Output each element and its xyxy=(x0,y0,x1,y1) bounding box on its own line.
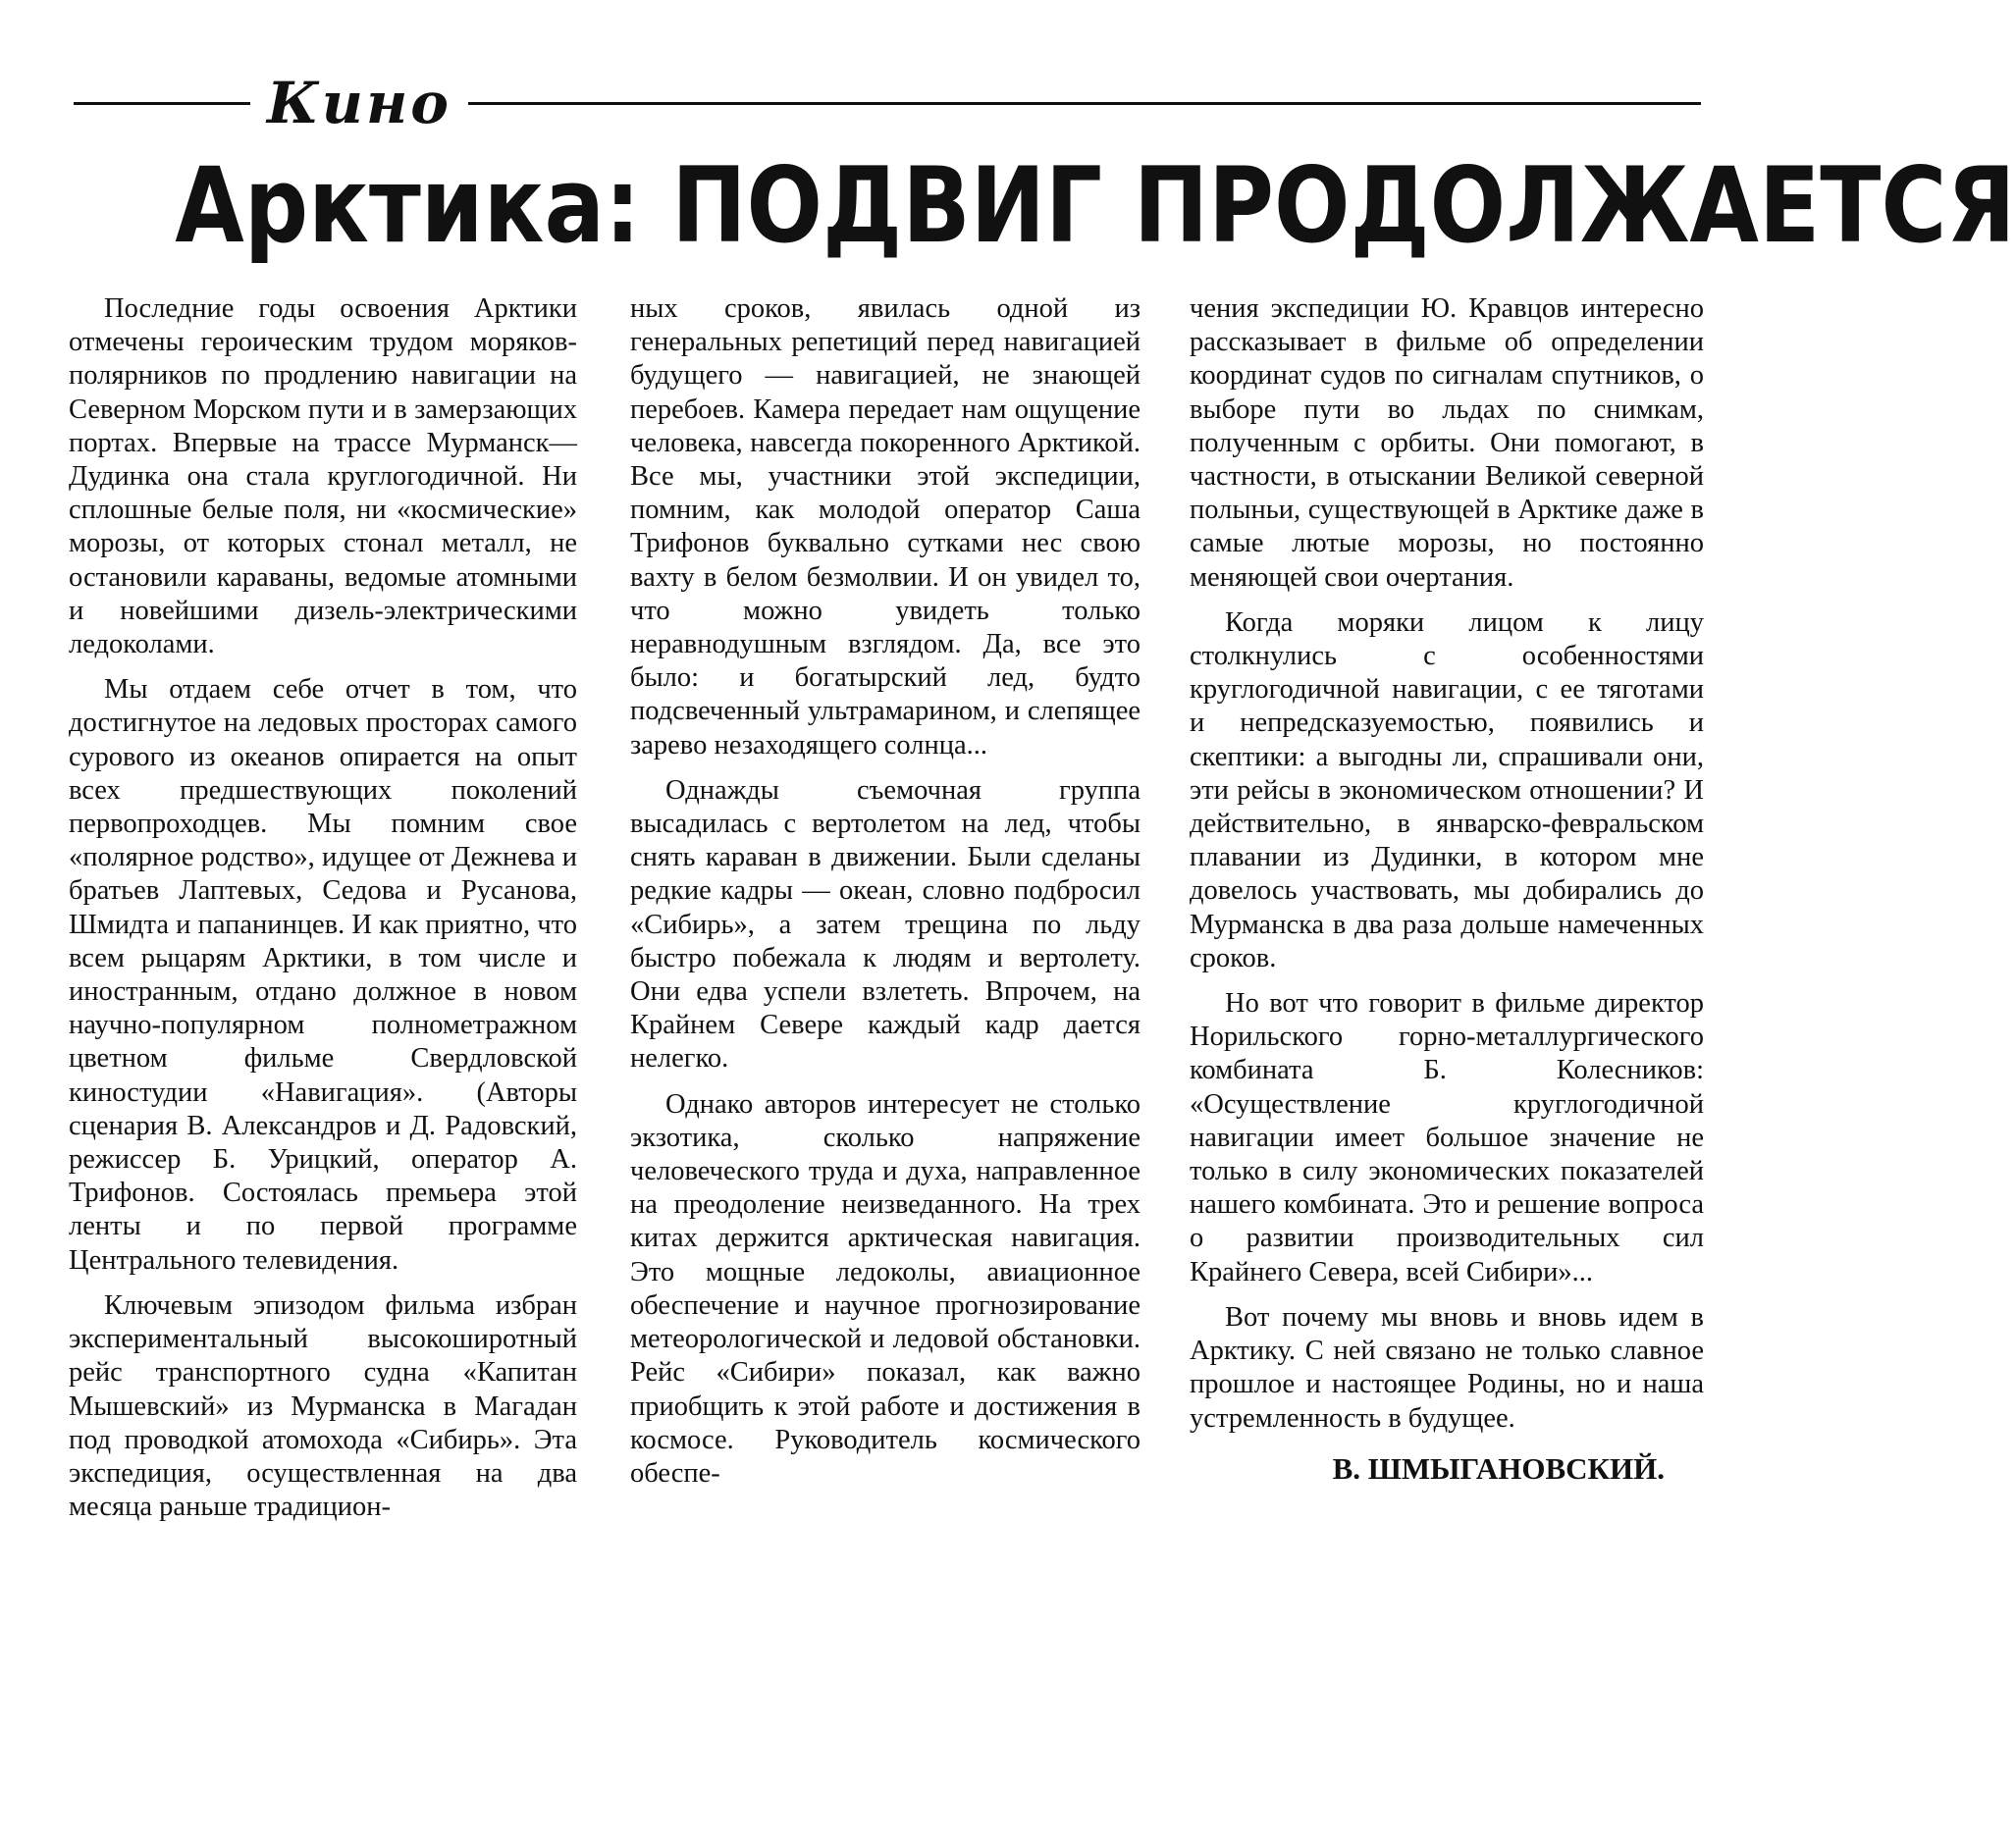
article-column-2 xyxy=(630,292,1141,1743)
paragraph: Ключевым эпизодом фильма избран экспериментальный высокоширотный рейс транспортного судна «Капитан Мышевский» из Мурманска в Магадан под проводкой атомохода «Сибирь». Эта экспедиция, осуществленная на два месяца раньше традицион- xyxy=(69,1289,577,1523)
paragraph: ных сроков, явилась одной из генеральных репетиций перед навигацией будущего — навигацией, не знающей перебоев. Камера передает нам ощущение человека, навсегда покоренного Арктикой. Все мы, участники этой экспедиции, помним, как молодой оператор Саша Трифонов буквально сутками нес свою вахту в белом безмолвии. И он увидел то, что можно увидеть только неравнодушным взглядом. Да, все это было: и богатырский лед, будто подсвеченный ультрамарином, и слепящее зарево незаходящего солнца... xyxy=(630,293,1141,761)
paragraph: Но вот что говорит в фильме директор Норильского горно-металлургического комбината Б. Колесников: «Осуществление круглогодичной навигации имеет большое значение не только в силу экономических показателей нашего комбината. Это и решение вопроса о развитии производительных сил Крайнего Севера, всей Сибири»... xyxy=(1190,988,1704,1287)
rubric-row xyxy=(74,69,1701,137)
paragraph: чения экспедиции Ю. Кравцов интересно рассказывает в фильме об определении координат судов по сигналам спутников, о выборе пути во льдах по снимкам, полученным с орбиты. Они помогают, в частности, в отыскании Великой северной полыньи, существующей в Арктике даже в самые лютые морозы, но постоянно меняющей свои очертания. xyxy=(1190,293,1704,593)
paragraph: Последние годы освоения Арктики отмечены героическим трудом моряков-полярников по продлению навигации на Северном Морском пути и в замерзающих портах. Впервые на трассе Мурманск—Дудинка она стала круглогодичной. Ни сплошные белые поля, ни «космические» морозы, от которых стонал металл, не остановили караваны, ведомые атомными и новейшими дизель-электрическими ледоколами. xyxy=(69,293,577,660)
rubric-rule-left xyxy=(74,102,250,105)
rubric-rule-right xyxy=(468,102,1701,105)
rubric-label: Кино xyxy=(267,70,451,136)
paragraph: Когда моряки лицом к лицу столкнулись с особенностями круглогодичной навигации, с ее тяготами и непредсказуемостью, появились и скептики: а выгодны ли, спрашивали они, эти рейсы в экономическом отношении? И действительно, в январско-февральском плавании из Дудинки, в котором мне довелось участвовать, мы добирались до Мурманска в два раза дольше намеченных сроков. xyxy=(1190,606,1704,973)
paragraph: Однажды съемочная группа высадилась с вертолетом на лед, чтобы снять караван в движении. Были сделаны редкие кадры — океан, словно подбросил «Сибирь», а затем трещина по льду быстро побежала к людям и вертолету. Они едва успели взлететь. Впрочем, на Крайнем Севере каждый кадр дается нелегко. xyxy=(630,774,1141,1075)
article-column-3 xyxy=(1190,292,1704,1743)
article-headline: Арктика: ПОДВИГ ПРОДОЛЖАЕТСЯ xyxy=(175,145,2016,266)
paragraph: Вот почему мы вновь и вновь идем в Арктику. С ней связано не только славное прошлое и настоящее Родины, но и наша устремленность в будущее. xyxy=(1190,1301,1704,1434)
paragraph: Мы отдаем себе отчет в том, что достигнутое на ледовых просторах самого сурового из океанов опирается на опыт всех предшествующих поколений первопроходцев. Мы помним свое «полярное родство», идущее от Дежнева и братьев Лаптевых, Седова и Русанова, Шмидта и папанинцев. И как приятно, что всем рыцарям Арктики, в том числе и иностранным, отдано должное в новом научно-популярном полнометражном цветном фильме Свердловской киностудии «Навигация». (Авторы сценария В. Александров и Д. Радовский, режиссер Б. Урицкий, оператор А. Трифонов. Состоялась премьера этой ленты и по первой программе Центрального телевидения. xyxy=(69,674,577,1276)
article-column-1 xyxy=(69,292,577,1743)
paragraph: Однако авторов интересует не столько экзотика, сколько напряжение человеческого труда и духа, направленное на преодоление неизведанного. На трех китах держится арктическая навигация. Это мощные ледоколы, авиационное обеспечение и научное прогнозирование метеорологической и ледовой обстановки. Рейс «Сибири» показал, как важно приобщить к этой работе и достижения в космосе. Руководитель космического обеспе- xyxy=(630,1088,1141,1489)
author-signature: В. ШМЫГАНОВСКИЙ. xyxy=(1332,1450,1665,1486)
